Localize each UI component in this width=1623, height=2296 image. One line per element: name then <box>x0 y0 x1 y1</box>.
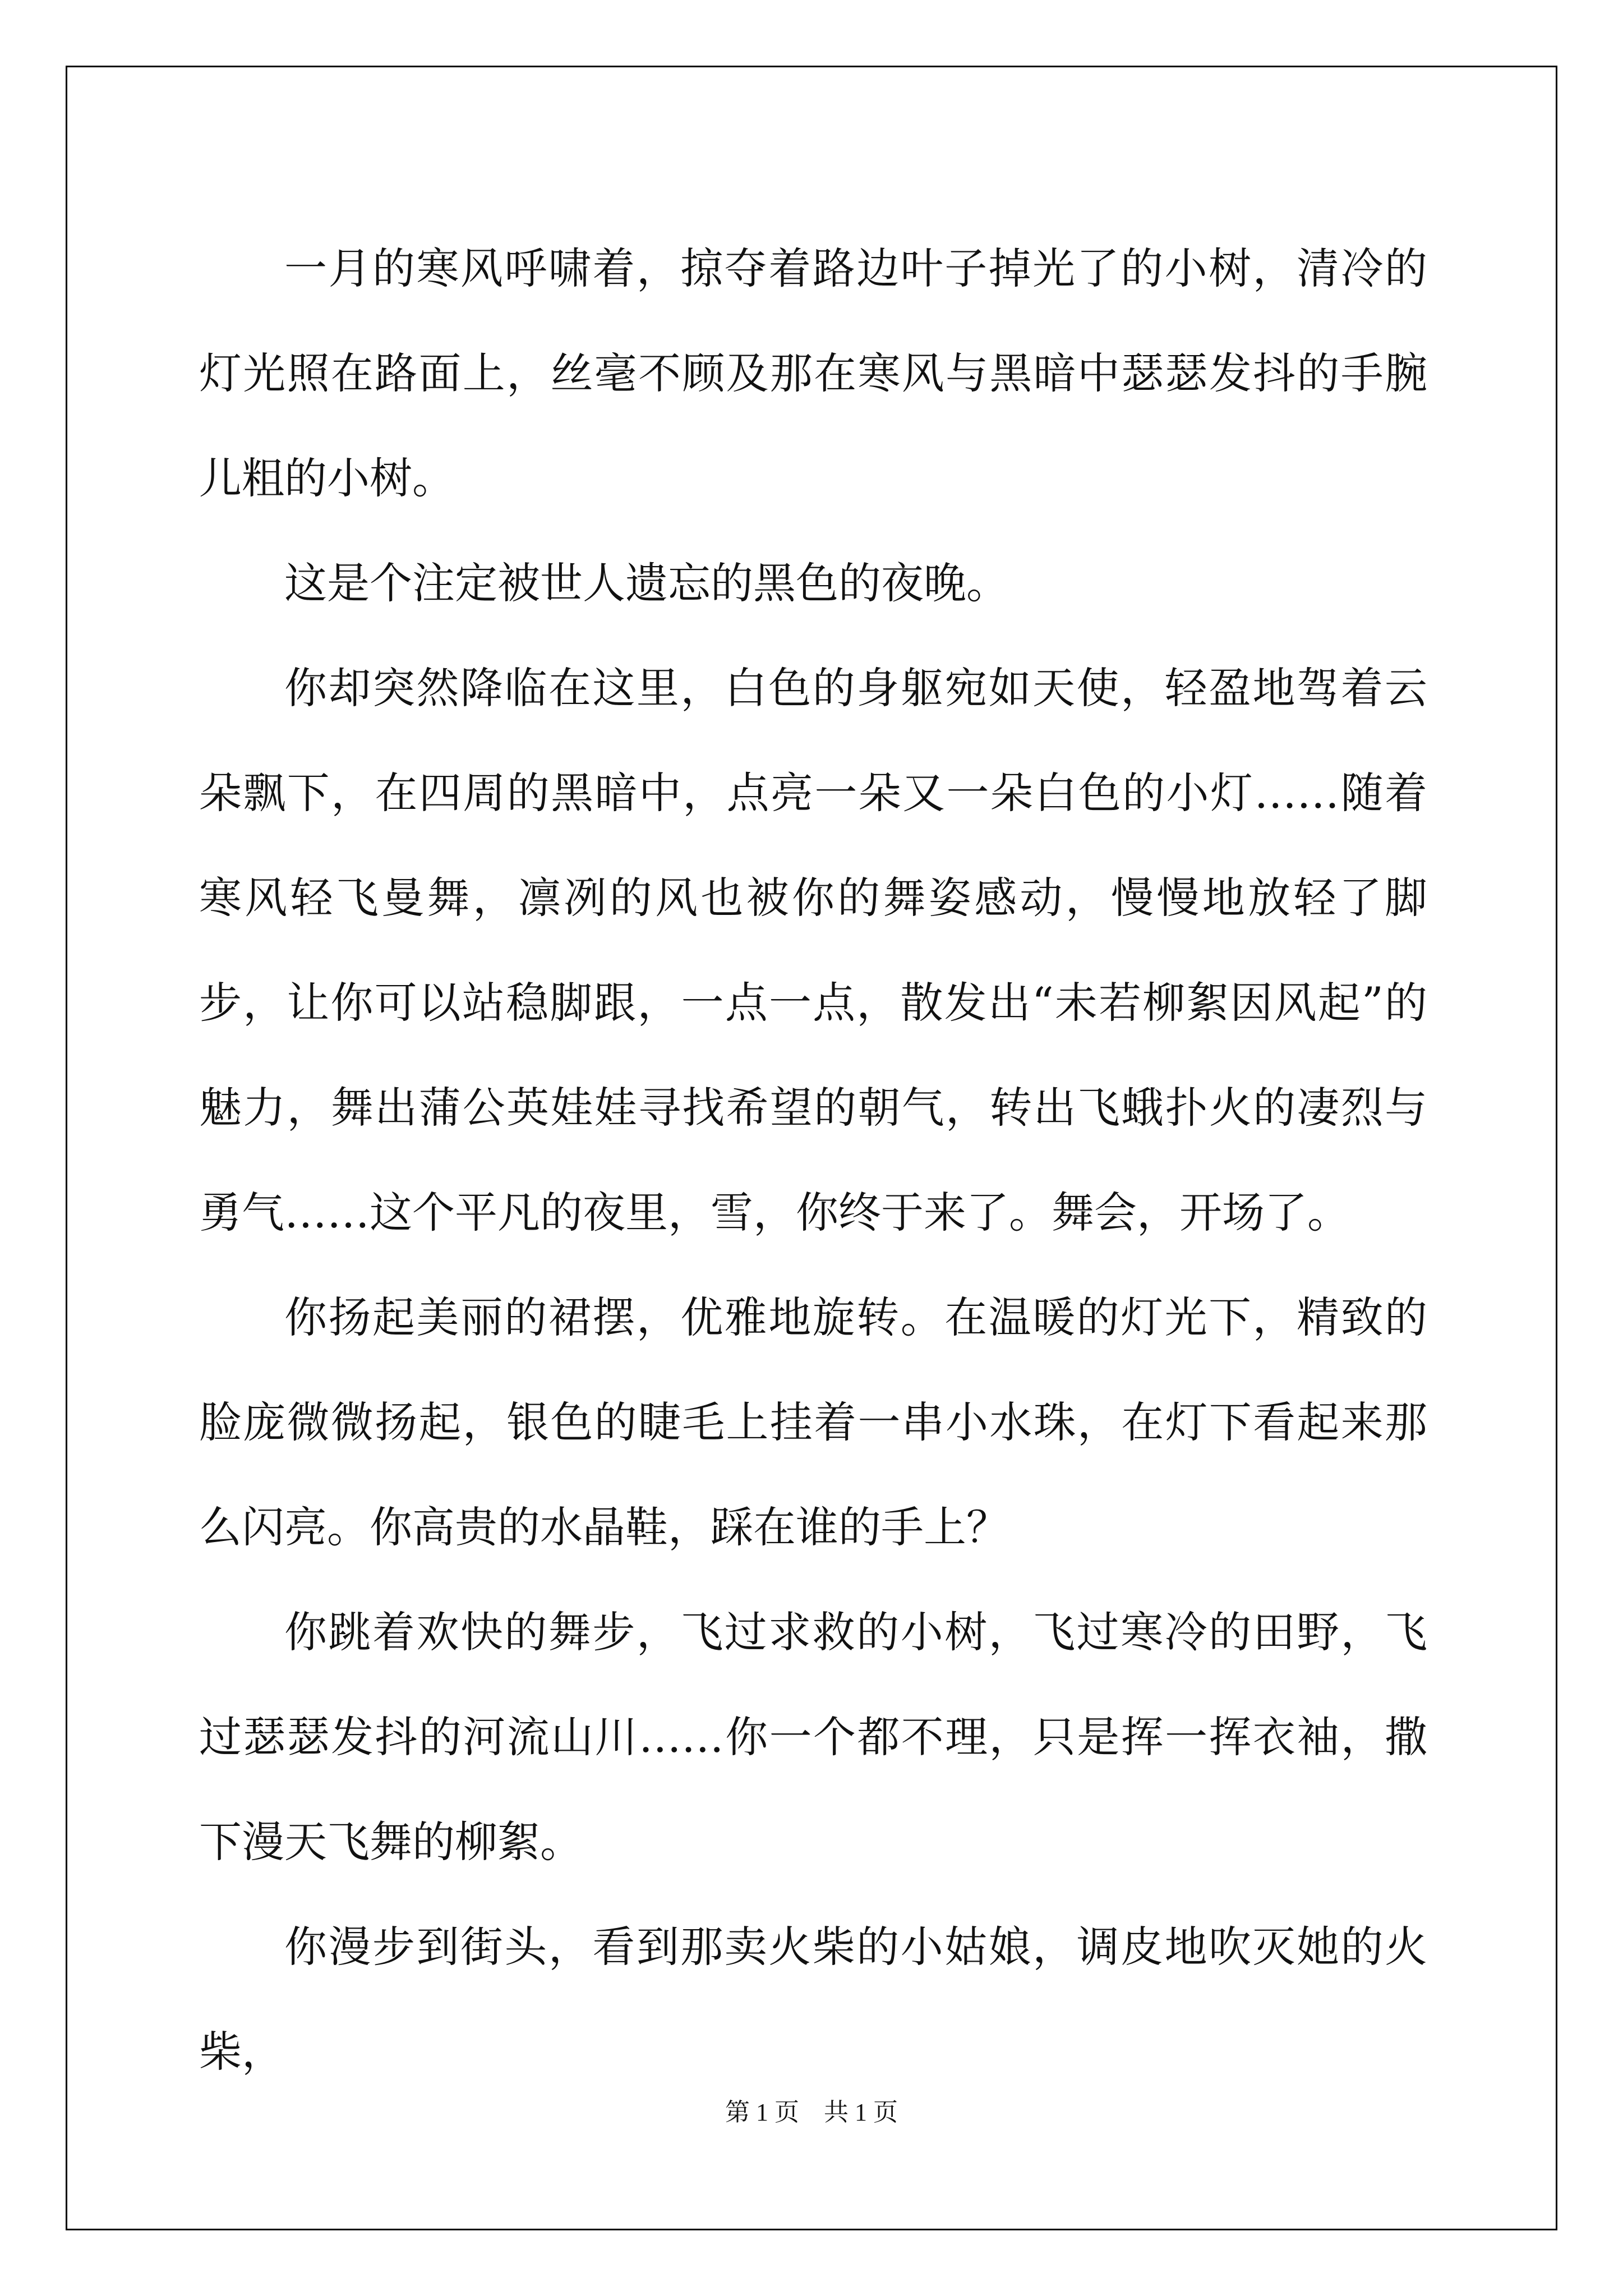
paragraph: 你却突然降临在这里，白色的身躯宛如天使，轻盈地驾着云朵飘下，在四周的黑暗中，点亮一朵又一朵白色的小灯……随着寒风轻飞曼舞，凛冽的风也被你的舞姿感动，慢慢地放轻了脚步，让你可以站稳脚跟，一点一点，散发出“未若柳絮因风起”的魅力，舞出蒲公英娃娃寻找希望的朝气，转出飞蛾扑火的凄烈与勇气……这个平凡的夜里，雪，你终于来了。舞会，开场了。 <box>199 663 1427 1237</box>
document-body <box>199 216 1427 2104</box>
paragraph: 这是个注定被世人遗忘的黑色的夜晚。 <box>284 558 1009 608</box>
paragraph: 你扬起美丽的裙摆，优雅地旋转。在温暖的灯光下，精致的脸庞微微扬起，银色的睫毛上挂着一串小水珠，在灯下看起来那么闪亮。你高贵的水晶鞋，踩在谁的手上？ <box>199 1292 1427 1552</box>
paragraph: 一月的寒风呼啸着，掠夺着路边叶子掉光了的小树，清冷的灯光照在路面上，丝毫不顾及那在寒风与黑暗中瑟瑟发抖的手腕儿粗的小树。 <box>199 243 1427 503</box>
paragraph: 你漫步到街头，看到那卖火柴的小姑娘，调皮地吹灭她的火柴， <box>199 1922 1427 2077</box>
page-footer: 第 1 页 共 1 页 <box>725 2099 898 2126</box>
paragraph: 你跳着欢快的舞步，飞过求救的小树，飞过寒冷的田野，飞过瑟瑟发抖的河流山川……你一个都不理，只是挥一挥衣袖，撒下漫天飞舞的柳絮。 <box>199 1607 1427 1867</box>
